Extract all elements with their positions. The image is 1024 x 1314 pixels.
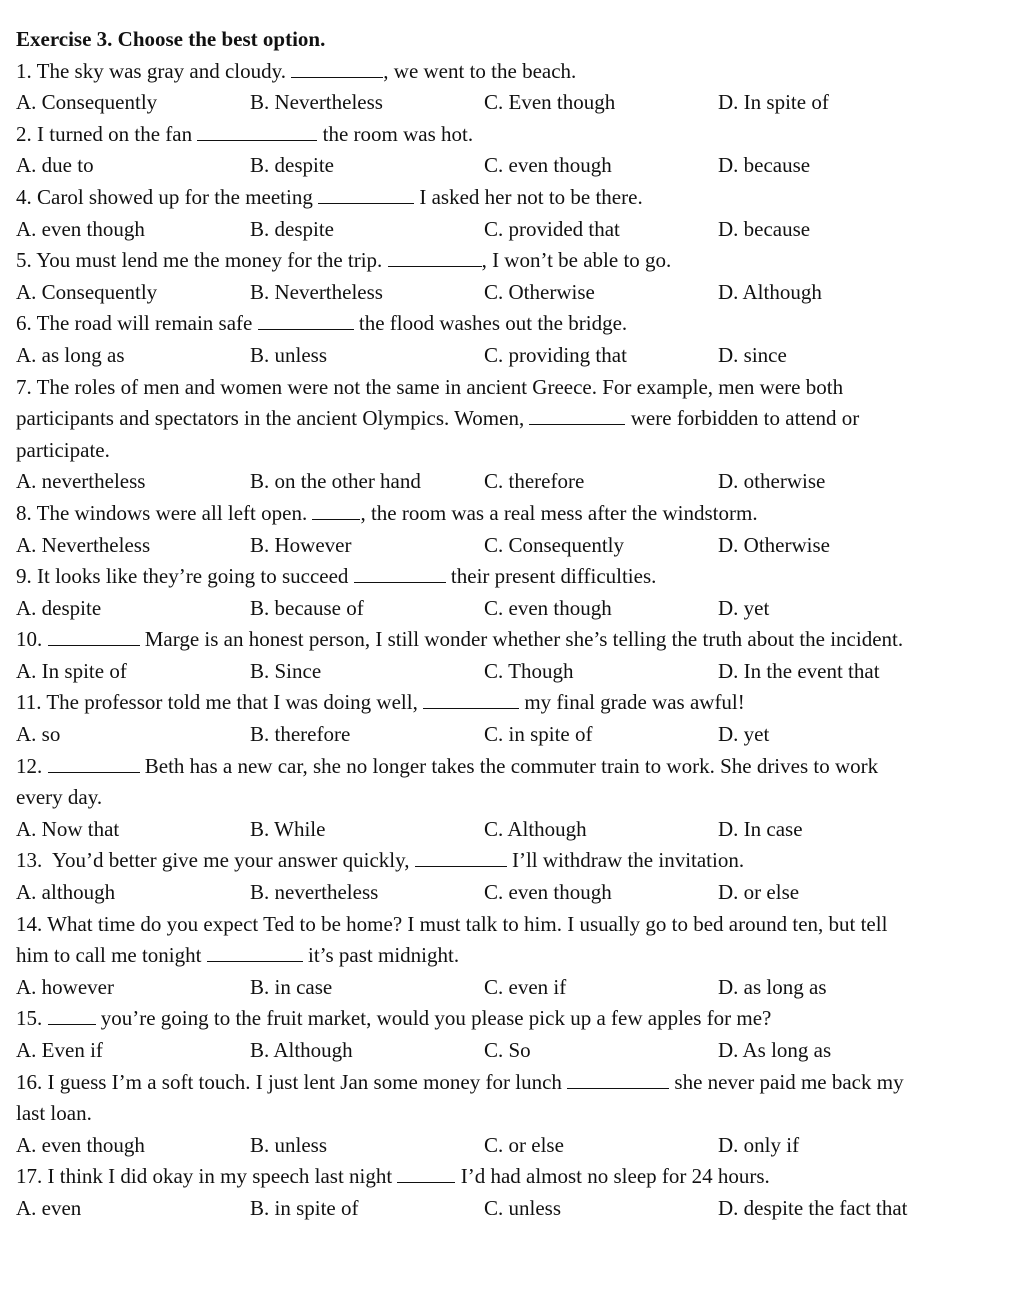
options-row [16,1193,1020,1225]
question-text-after: , the room was a real mess after the windstorm. [360,500,758,525]
question-text-before: 5. You must lend me the money for the trip. [16,248,388,273]
question-text-after: I’d had almost no sleep for 24 hours. [455,1164,770,1189]
option-d[interactable]: D. or else [718,880,800,905]
question-line [16,435,1020,467]
question [16,1067,1020,1162]
question-text-before: 13. You’d better give me your answer quickly, [16,848,415,873]
question-line [16,498,1020,530]
question-text-after: , I won’t be able to go. [481,248,672,273]
option-c[interactable]: C. or else [484,1132,564,1157]
question-text-before: 1. The sky was gray and cloudy. [16,58,292,83]
option-d[interactable]: D. only if [718,1132,800,1157]
option-d[interactable]: D. since [718,342,787,367]
question-text-after: Marge is an honest person, I still wonder whether she’s telling the truth about the incident. [139,627,904,652]
option-d[interactable]: D. In the event that [718,658,880,683]
option-b[interactable]: B. Nevertheless [250,90,383,115]
option-a[interactable]: A. so [16,722,61,747]
option-b[interactable]: B. despite [250,153,334,178]
question-line [16,909,1020,941]
option-a[interactable]: A. even [16,1195,82,1220]
option-b[interactable]: B. nevertheless [250,880,379,905]
answer-blank[interactable] [291,57,383,78]
options-row [16,530,1020,562]
option-b[interactable]: B. unless [250,1132,328,1157]
question [16,182,1020,245]
options-row [16,656,1020,688]
question [16,845,1020,908]
question-text-after: the flood washes out the bridge. [353,311,628,336]
question-text-after: the room was hot. [317,121,474,146]
question [16,751,1020,846]
question-text-after: were forbidden to attend or [625,406,860,431]
option-a[interactable]: A. although [16,880,116,905]
question [16,687,1020,750]
answer-blank[interactable] [48,1004,96,1025]
option-a[interactable]: A. however [16,974,114,999]
question-line [16,624,1020,656]
question-line [16,372,1020,404]
options-row [16,719,1020,751]
options-row [16,1130,1020,1162]
question-line [16,1067,1020,1099]
options-row [16,814,1020,846]
options-row [16,277,1020,309]
options-row [16,877,1020,909]
option-c[interactable]: C. providing that [484,342,627,367]
question-text-after: I’ll withdraw the invitation. [506,848,745,873]
question-text-before: 11. The professor told me that I was doing well, [16,690,424,715]
option-d[interactable]: D. yet [718,722,770,747]
exercise-title: Exercise 3. Choose the best option. [16,27,326,51]
option-c[interactable]: C. So [484,1038,531,1062]
question-line [16,182,1020,214]
question [16,561,1020,624]
option-a[interactable]: A. Even if [16,1038,103,1062]
option-d[interactable]: D. In case [718,816,803,841]
option-c[interactable]: C. even though [484,153,612,178]
option-d[interactable]: D. despite the fact that [718,1195,908,1220]
question-text-after: my final grade was awful! [519,690,745,715]
question [16,372,1020,498]
options-row [16,466,1020,498]
option-a[interactable]: A. Now that [16,816,120,841]
question-text-before: 6. The road will remain safe [16,311,258,336]
question [16,245,1020,308]
option-b[interactable]: B. despite [250,216,334,241]
option-a[interactable]: A. In spite of [16,658,127,683]
question-text-before: 15. [16,1006,48,1031]
question-text-after: it’s past midnight. [302,943,460,968]
question-line [16,245,1020,277]
option-b[interactable]: B. on the other hand [250,469,421,494]
answer-blank[interactable] [312,499,360,520]
question [16,498,1020,561]
question-line [16,561,1020,593]
option-c[interactable]: C. Otherwise [484,279,595,304]
answer-blank[interactable] [48,625,140,646]
option-a[interactable]: A. due to [16,153,94,178]
question-line [16,56,1020,88]
question-line [16,845,1020,877]
options-row [16,87,1020,119]
answer-blank[interactable] [423,688,519,709]
question-text-after: Beth has a new car, she no longer takes the commuter train to work. She drives to work [139,753,879,778]
option-c[interactable]: C. even though [484,880,612,905]
option-c[interactable]: C. Though [484,658,574,683]
option-a[interactable]: A. as long as [16,342,125,367]
question-text: participate. [16,437,110,462]
question-line [16,687,1020,719]
question-text: last loan. [16,1101,92,1126]
option-d[interactable]: D. Although [718,279,822,304]
options-row [16,150,1020,182]
option-c[interactable]: C. Although [484,816,587,841]
options-row [16,340,1020,372]
option-d[interactable]: D. As long as [718,1038,832,1062]
option-b[interactable]: B. Since [250,658,322,683]
option-a[interactable]: A. Consequently [16,90,158,115]
answer-blank[interactable] [397,1162,455,1183]
option-b[interactable]: B. unless [250,342,328,367]
option-b[interactable]: B. because of [250,595,364,620]
question-text-before: 9. It looks like they’re going to succeed [16,564,354,589]
option-c[interactable]: C. Even though [484,90,616,115]
question-line [16,751,1020,783]
options-row [16,1035,1020,1067]
question [16,56,1020,119]
answer-blank[interactable] [258,309,354,330]
options-row [16,593,1020,625]
answer-blank[interactable] [318,183,414,204]
question-line [16,119,1020,151]
option-a[interactable]: A. nevertheless [16,469,146,494]
question-text-before: 2. I turned on the fan [16,121,198,146]
question [16,909,1020,1004]
question-line [16,940,1020,972]
question-line [16,403,1020,435]
answer-blank[interactable] [197,120,317,141]
option-b[interactable]: B. Although [250,1038,353,1062]
option-d[interactable]: D. because [718,216,811,241]
option-b[interactable]: B. Nevertheless [250,279,383,304]
question-text-after: , we went to the beach. [383,58,577,83]
question-text-after: you’re going to the fruit market, would you please pick up a few apples for me? [95,1006,772,1031]
option-c[interactable]: C. in spite of [484,722,593,747]
question-text-before: 12. [16,753,48,778]
question-text-after: their present difficulties. [445,564,657,589]
question-text-before: 16. I guess I’m a soft touch. I just lent Jan some money for lunch [16,1069,568,1094]
option-a[interactable]: A. despite [16,595,102,620]
question-text-before: participants and spectators in the ancient Olympics. Women, [16,406,530,431]
option-c[interactable]: C. therefore [484,469,585,494]
question [16,119,1020,182]
worksheet [16,24,1020,1225]
option-c[interactable]: C. even though [484,595,612,620]
option-a[interactable]: A. Consequently [16,279,158,304]
question [16,624,1020,687]
option-a[interactable]: A. even though [16,1132,145,1157]
question-line [16,1161,1020,1193]
question-line [16,1003,1020,1035]
option-b[interactable]: B. therefore [250,722,351,747]
option-d[interactable]: D. otherwise [718,469,826,494]
answer-blank[interactable] [48,752,140,773]
question [16,1003,1020,1066]
options-row [16,214,1020,246]
option-d[interactable]: D. because [718,153,811,178]
answer-blank[interactable] [388,246,482,267]
question-text: 7. The roles of men and women were not the same in ancient Greece. For example, men were both [16,374,844,399]
option-b[interactable]: B. in spite of [250,1195,359,1220]
option-d[interactable]: D. Otherwise [718,532,830,557]
question-text: every day. [16,785,103,810]
question-list [16,56,1020,1225]
question-text: 14. What time do you expect Ted to be home? I must talk to him. I usually go to bed around ten, but tell [16,911,888,936]
answer-blank[interactable] [354,562,446,583]
question-text-before: him to call me tonight [16,943,207,968]
option-d[interactable]: D. yet [718,595,770,620]
answer-blank[interactable] [567,1068,669,1089]
question-text-before: 10. [16,627,48,652]
option-c[interactable]: C. provided that [484,216,620,241]
option-b[interactable]: B. However [250,532,352,557]
question-line [16,782,1020,814]
answer-blank[interactable] [529,404,625,425]
option-b[interactable]: B. in case [250,974,333,999]
question-text-after: she never paid me back my [669,1069,904,1094]
option-b[interactable]: B. While [250,816,326,841]
question [16,1161,1020,1224]
option-c[interactable]: C. even if [484,974,567,999]
answer-blank[interactable] [207,941,303,962]
question-text-before: 8. The windows were all left open. [16,500,313,525]
question-line [16,308,1020,340]
question-text-before: 17. I think I did okay in my speech last night [16,1164,398,1189]
answer-blank[interactable] [415,846,507,867]
option-a[interactable]: A. Nevertheless [16,532,151,557]
option-a[interactable]: A. even though [16,216,145,241]
question [16,308,1020,371]
question-text-before: 4. Carol showed up for the meeting [16,184,319,209]
question-line [16,1098,1020,1130]
question-text-after: I asked her not to be there. [414,184,643,209]
option-d[interactable]: D. as long as [718,974,827,999]
option-c[interactable]: C. Consequently [484,532,624,557]
options-row [16,972,1020,1004]
option-c[interactable]: C. unless [484,1195,562,1220]
option-d[interactable]: D. In spite of [718,90,829,115]
